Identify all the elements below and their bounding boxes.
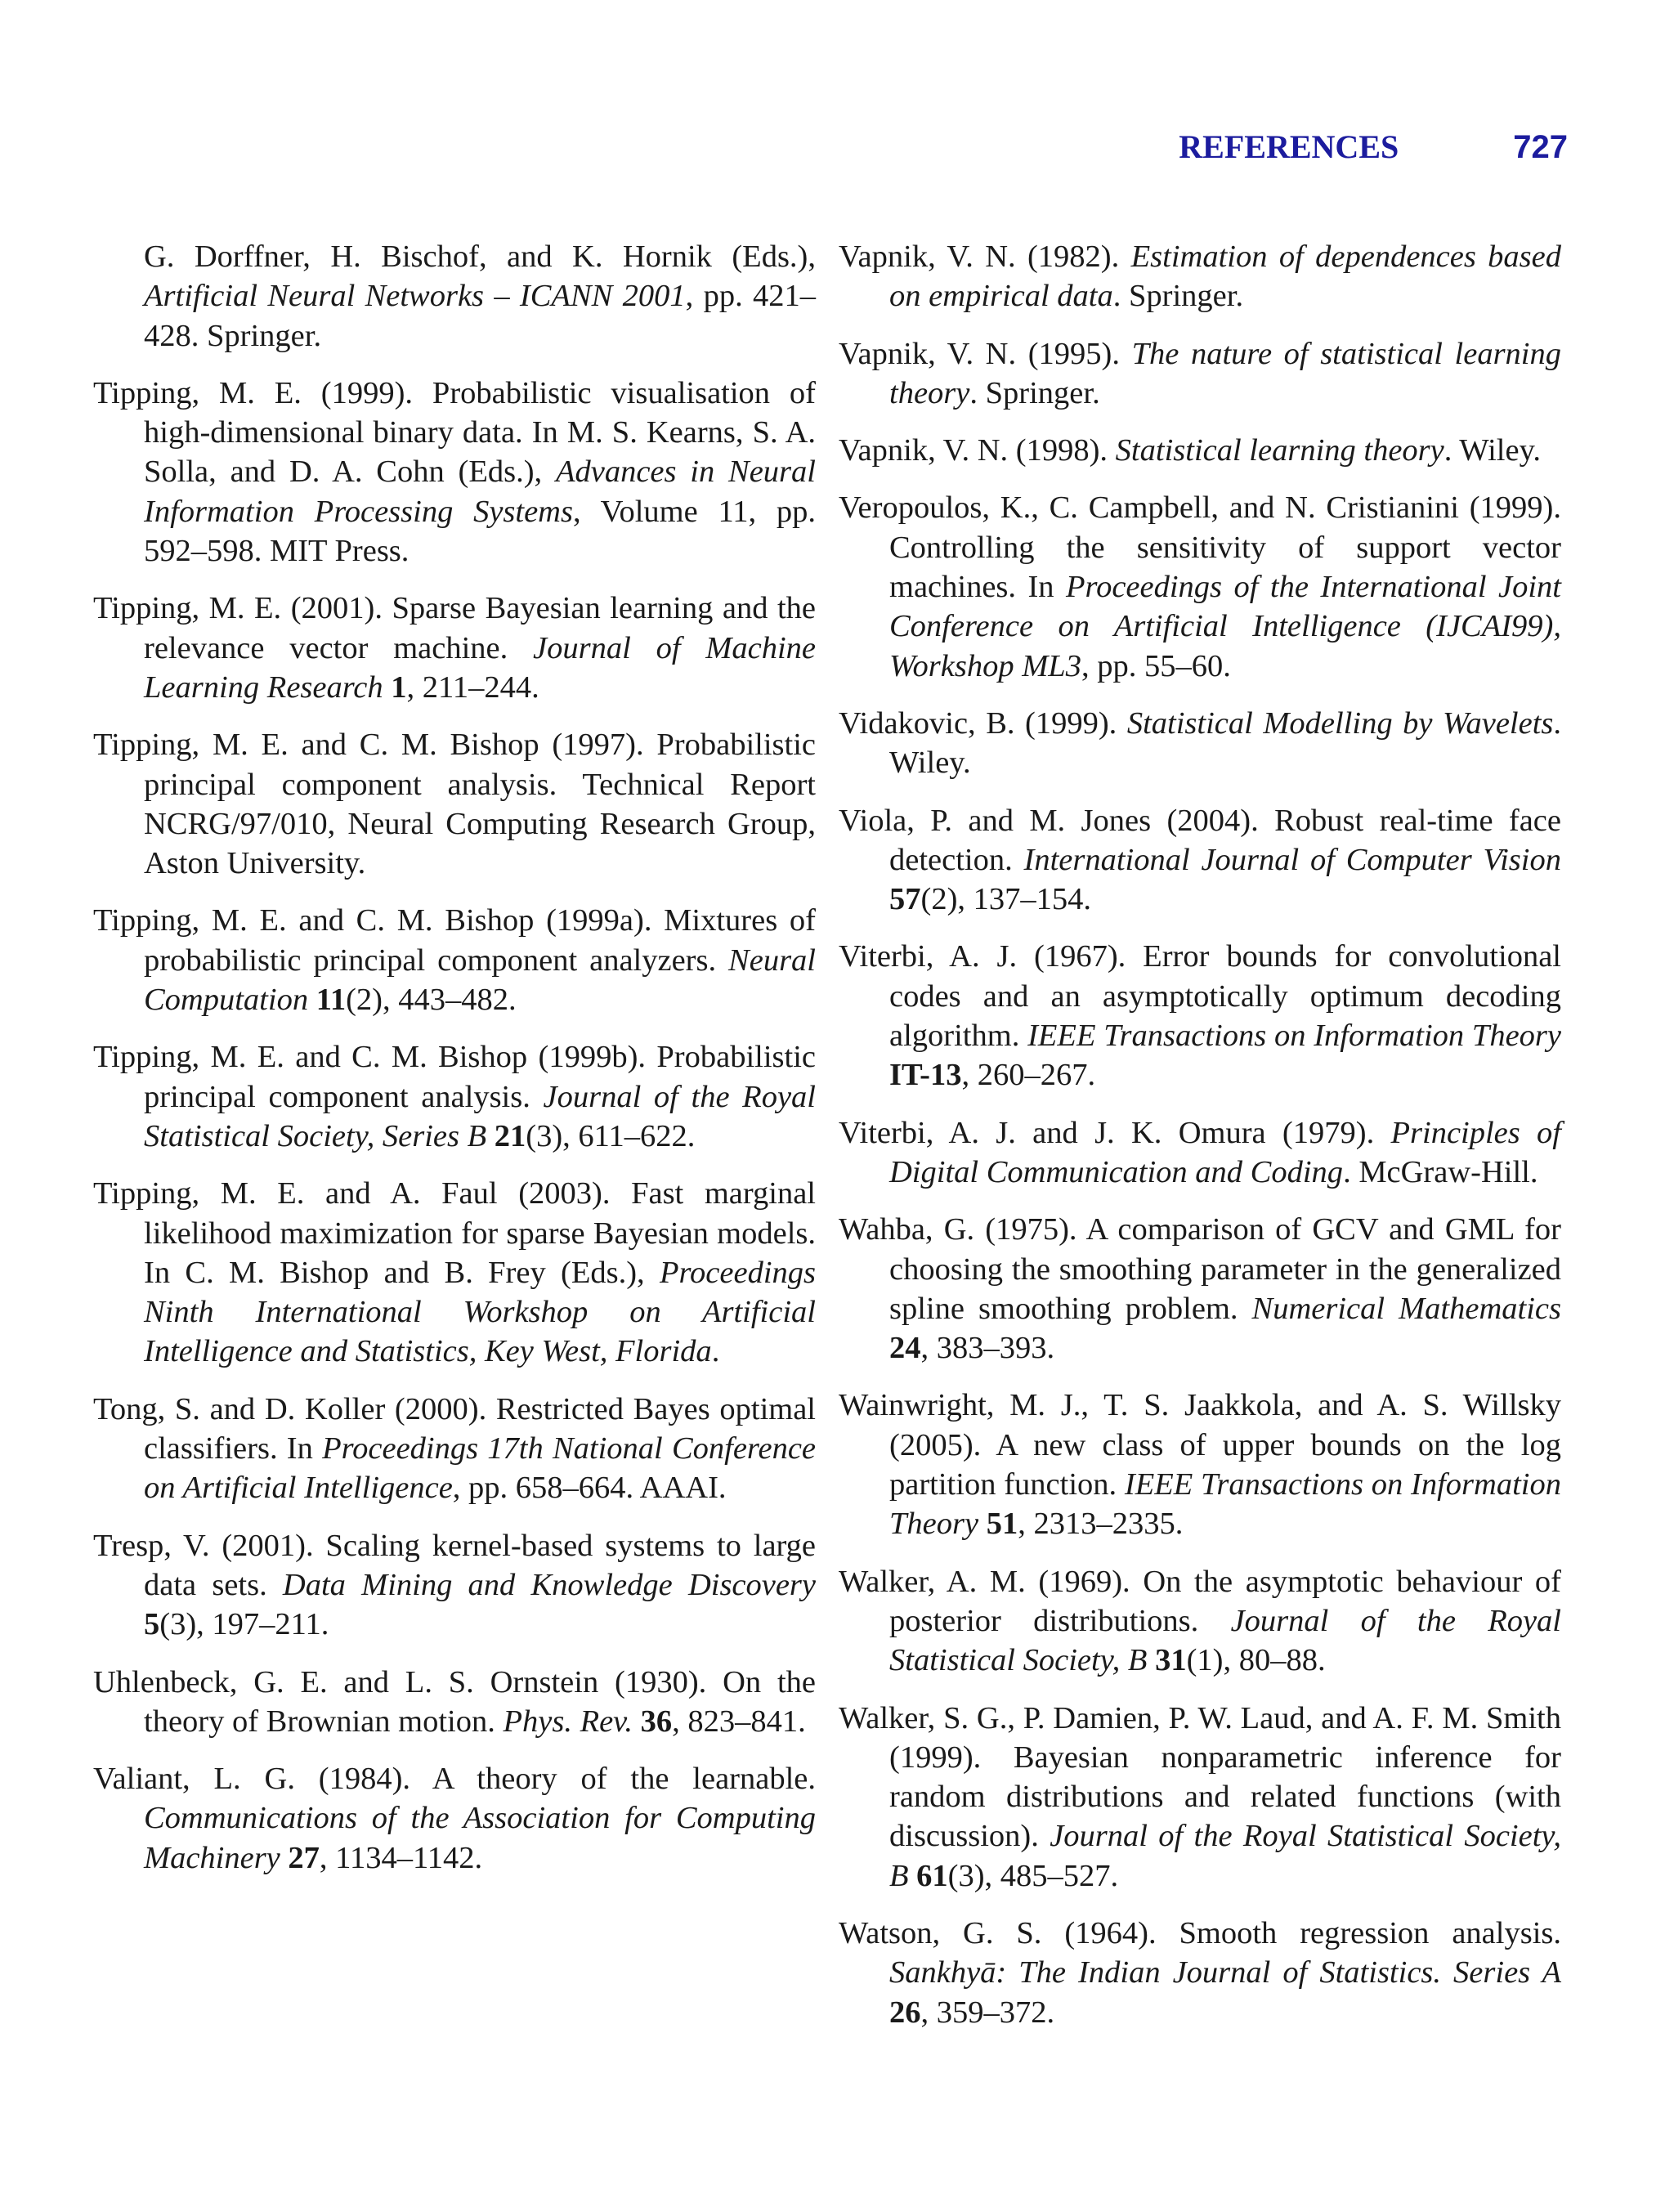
reference-volume: 31: [1155, 1643, 1187, 1678]
reference-text: Walker, A. M. (1969). On the asymptotic behaviour of posterior distributions.: [839, 1564, 1561, 1638]
reference-text: Tipping, M. E. (1999). Probabilistic visualisation of high-dimensional binary data. In M. S. Kearns, S. A. Solla, and D. A. Cohn (Eds.),: [93, 375, 816, 490]
reference-text: Wainwright, M. J., T. S. Jaakkola, and A. S. Willsky (2005). A new class of upper bounds on the log partition function.: [839, 1388, 1561, 1502]
reference-title: Sankhyā: The Indian Journal of Statistics. Series A: [889, 1955, 1561, 1990]
reference-title: The nature of statistical learning theory: [889, 336, 1561, 410]
reference-text: , 211–244.: [406, 669, 539, 705]
reference-title: Estimation of dependences based on empirical data: [889, 240, 1561, 314]
references-right-column: [839, 237, 1561, 2050]
reference-text: [978, 1507, 987, 1541]
reference-text: , pp. 658–664. AAAI.: [452, 1471, 727, 1506]
reference-text: Viterbi, A. J. (1967). Error bounds for convolutional codes and an asymptotically optimum decoding algorithm.: [839, 939, 1561, 1054]
reference-entry: [839, 431, 1561, 470]
reference-entry: [839, 488, 1561, 685]
reference-text: Vapnik, V. N. (1998).: [839, 433, 1116, 468]
reference-entry: [93, 901, 816, 1019]
reference-text: [280, 1841, 289, 1875]
reference-title: Journal of the Royal Statistical Society, B: [889, 1819, 1562, 1893]
page-number: 727: [1513, 129, 1568, 165]
reference-title: Data Mining and Knowledge Discovery: [282, 1567, 817, 1602]
reference-title: Proceedings of the International Joint Conference on Artificial Intelligence (IJCAI99), Workshop ML3: [889, 570, 1562, 683]
reference-title: Statistical Modelling by Wavelets: [1126, 705, 1554, 741]
reference-text: (2), 137–154.: [920, 882, 1092, 917]
reference-text: Tipping, M. E. (2001). Sparse Bayesian learning and the relevance vector machine.: [93, 591, 816, 665]
reference-text: (3), 611–622.: [526, 1118, 696, 1153]
reference-text: Tipping, M. E. and C. M. Bishop (1997). Probabilistic principal component analysis. Technical Report NCRG/97/010, Neural Computing Research Group, Aston University.: [93, 728, 816, 881]
reference-text: [1147, 1643, 1155, 1677]
reference-entry: [839, 1699, 1561, 1896]
reference-entry: [93, 374, 816, 571]
reference-entry: [839, 334, 1561, 414]
running-header: [1179, 128, 1568, 166]
reference-volume: 1: [391, 669, 407, 705]
reference-text: . Wiley.: [1443, 433, 1541, 468]
reference-text: .: [711, 1334, 720, 1369]
reference-title: Proceedings Ninth International Workshop on Artificial Intelligence and Statistics, Key West, Florida: [144, 1255, 816, 1369]
reference-title: Artificial Neural Networks – ICANN 2001: [144, 279, 686, 314]
reference-text: , 2313–2335.: [1018, 1507, 1184, 1542]
reference-title: IEEE Transactions on Information Theory: [889, 1467, 1561, 1542]
reference-title: Neural Computation: [144, 943, 816, 1018]
reference-entry: [93, 589, 816, 707]
reference-text: , 383–393.: [920, 1331, 1055, 1366]
reference-text: , 823–841.: [672, 1704, 806, 1739]
reference-entry: [93, 1759, 816, 1878]
reference-text: , pp. 421–428. Springer.: [144, 279, 817, 353]
reference-volume: 5: [144, 1607, 160, 1642]
reference-text: [909, 1859, 917, 1893]
reference-text: Vapnik, V. N. (1982).: [839, 240, 1131, 274]
reference-title: Journal of the Royal Statistical Society, Series B: [144, 1079, 816, 1153]
reference-text: , 1134–1142.: [319, 1840, 483, 1875]
reference-text: . Springer.: [1112, 279, 1244, 314]
reference-entry: [93, 1174, 816, 1371]
reference-text: , pp. 55–60.: [1081, 648, 1231, 683]
reference-volume: 36: [640, 1704, 673, 1739]
reference-text: Tipping, M. E. and A. Faul (2003). Fast marginal likelihood maximization for sparse Bayesian models. In C. M. Bishop and B. Frey (Eds.),: [93, 1176, 816, 1290]
reference-entry: [93, 725, 816, 883]
reference-text: Tipping, M. E. and C. M. Bishop (1999a). Mixtures of probabilistic principal component analyzers.: [93, 903, 816, 978]
reference-title: Journal of Machine Learning Research: [144, 630, 816, 705]
reference-text: [486, 1119, 495, 1153]
reference-entry: [839, 937, 1561, 1095]
reference-volume: 61: [916, 1858, 948, 1893]
reference-volume: IT-13: [889, 1058, 962, 1093]
reference-title: Phys. Rev.: [503, 1704, 633, 1739]
reference-entry: [839, 1914, 1561, 2032]
reference-entry: [839, 237, 1561, 316]
reference-continuation: [93, 237, 816, 356]
reference-text: , 359–372.: [920, 1995, 1055, 2030]
reference-text: Vidakovic, B. (1999).: [839, 705, 1127, 741]
reference-entry: [93, 1526, 816, 1645]
reference-title: Advances in Neural Information Processing Systems: [144, 454, 816, 529]
reference-text: (2), 443–482.: [346, 983, 517, 1018]
reference-text: Watson, G. S. (1964). Smooth regression analysis.: [839, 1915, 1561, 1950]
running-header-title: REFERENCES: [1179, 128, 1399, 165]
reference-volume: 51: [986, 1507, 1018, 1542]
reference-title: Communications of the Association for Computing Machinery: [144, 1801, 816, 1875]
reference-title: Numerical Mathematics: [1251, 1291, 1561, 1326]
reference-text: , 260–267.: [961, 1058, 1096, 1093]
reference-title: Proceedings 17th National Conference on Artificial Intelligence: [144, 1431, 816, 1506]
reference-entry: [93, 1663, 816, 1742]
reference-text: Viterbi, A. J. and J. K. Omura (1979).: [839, 1115, 1391, 1150]
reference-text: . Wiley.: [889, 705, 1561, 781]
reference-volume: 26: [889, 1995, 921, 2030]
reference-text: [633, 1704, 641, 1739]
reference-text: Walker, S. G., P. Damien, P. W. Laud, and A. F. M. Smith (1999). Bayesian nonparametric inference for random distributions and related functions (with discussion).: [839, 1700, 1561, 1854]
reference-text: (3), 197–211.: [159, 1607, 329, 1642]
reference-text: Tresp, V. (2001). Scaling kernel-based systems to large data sets.: [93, 1528, 816, 1602]
reference-text: Veropoulos, K., C. Campbell, and N. Cristianini (1999). Controlling the sensitivity of support vector machines. In: [839, 490, 1561, 605]
reference-entry: [839, 801, 1561, 920]
reference-text: Tipping, M. E. and C. M. Bishop (1999b). Probabilistic principal component analysis.: [93, 1040, 816, 1114]
references-left-column: [93, 237, 816, 1896]
reference-volume: 24: [889, 1331, 921, 1366]
reference-entry: [93, 1037, 816, 1156]
reference-text: (3), 485–527.: [947, 1858, 1119, 1893]
reference-title: Journal of the Royal Statistical Society, B: [889, 1603, 1561, 1678]
reference-text: . McGraw-Hill.: [1343, 1154, 1538, 1189]
reference-text: , Volume 11, pp. 592–598. MIT Press.: [144, 494, 816, 569]
reference-text: G. Dorffner, H. Bischof, and K. Hornik (Eds.),: [144, 240, 816, 274]
reference-volume: 21: [494, 1118, 526, 1153]
reference-entry: [839, 1210, 1561, 1368]
reference-entry: [839, 1386, 1561, 1543]
reference-text: . Springer.: [969, 375, 1100, 410]
reference-title: Principles of Digital Communication and Coding: [889, 1115, 1561, 1189]
reference-text: Wahba, G. (1975). A comparison of GCV and GML for choosing the smoothing parameter in the generalized spline smoothing problem.: [839, 1212, 1561, 1326]
reference-text: Tong, S. and D. Koller (2000). Restricted Bayes optimal classifiers. In: [93, 1391, 816, 1466]
reference-text: Valiant, L. G. (1984). A theory of the learnable.: [93, 1762, 816, 1797]
reference-text: (1), 80–88.: [1186, 1643, 1326, 1678]
reference-entry: [93, 1390, 816, 1508]
reference-text: Uhlenbeck, G. E. and L. S. Ornstein (1930). On the theory of Brownian motion.: [93, 1664, 816, 1739]
reference-text: Viola, P. and M. Jones (2004). Robust real-time face detection.: [839, 803, 1561, 877]
reference-title: International Journal of Computer Vision: [1023, 842, 1561, 877]
reference-volume: 57: [889, 882, 921, 917]
reference-text: [383, 670, 392, 705]
reference-title: Statistical learning theory: [1115, 433, 1444, 468]
reference-text: Vapnik, V. N. (1995).: [839, 336, 1132, 371]
reference-volume: 11: [316, 983, 347, 1018]
reference-volume: 27: [288, 1840, 320, 1875]
reference-entry: [839, 704, 1561, 783]
reference-entry: [839, 1113, 1561, 1193]
reference-entry: [839, 1562, 1561, 1681]
reference-text: [308, 983, 316, 1017]
reference-title: IEEE Transactions on Information Theory: [1027, 1019, 1562, 1054]
